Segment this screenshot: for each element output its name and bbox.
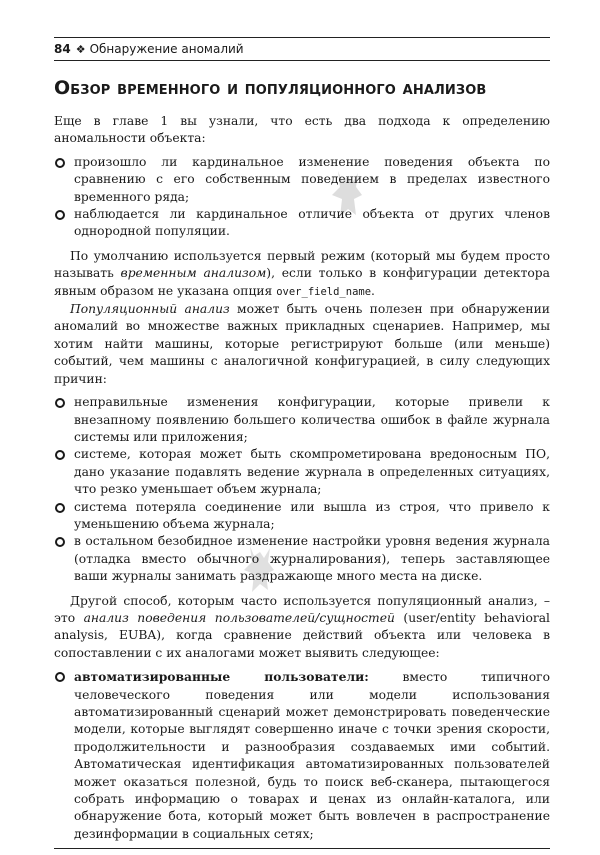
- list-item: неправильные изменения конфигурации, которые привели к внезапному появлению большего количества ошибок в файле журнала системы или приложения;: [54, 394, 550, 446]
- list-item: в остальном безобидное изменение настройки уровня ведения журнала (отладка вместо обычного журналирования), теперь заставляющее ваши журналы занимать раздражающе много места на диске.: [54, 533, 550, 585]
- approach-list: [54, 154, 550, 241]
- term-temporal-analysis: временным анализом: [120, 266, 267, 281]
- bullet-icon: [55, 450, 65, 460]
- chapter-title: Обнаружение аномалий: [89, 42, 244, 56]
- bullet-icon: [55, 398, 65, 408]
- term-euba: анализ поведения пользователей/сущностей: [83, 610, 395, 625]
- euba-list: [54, 668, 550, 843]
- term-automated-users: автоматизированные пользователи:: [74, 669, 369, 685]
- header-separator-icon: ❖: [75, 43, 86, 56]
- term-population-analysis: Популяционный анализ: [70, 302, 230, 317]
- bullet-icon: [55, 158, 65, 168]
- running-head: [54, 41, 244, 58]
- bullet-icon: [55, 210, 65, 220]
- reasons-list: [54, 394, 550, 585]
- population-analysis-paragraph: Популяционный анализ может быть очень полезен при обнаружении аномалий во множестве важных прикладных сценариев. Например, мы хотим найти машины, которые регистрируют больше (или меньше) событий, чем машины с аналогичной конфигурацией, в силу следующих причин:: [54, 302, 551, 386]
- list-item: произошло ли кардинальное изменение поведения объекта по сравнению с его собственным поведением в пределах известного временного ряда;: [54, 154, 550, 206]
- bullet-icon: [55, 503, 65, 513]
- bullet-icon: [55, 537, 65, 547]
- list-item: автоматизированные пользователи: вместо типичного человеческого поведения или модели использования автоматизированный сценарий может демонстрировать поведенческие модели, которые выглядят совершенно иначе с точки зрения скорости, продолжительности и разнообразия создаваемых ими событий. Автоматическая идентификация автоматизированных пользователей может оказаться полезной, будь то поиск веб-сканера, пытающегося собрать информацию о товарах и ценах из онлайн-каталога, или обнаружение бота, который может быть вовлечен в распространение дезинформации в социальных сетях;: [54, 668, 550, 843]
- option-over-field-name: over_field_name: [276, 285, 372, 298]
- list-item: системе, которая может быть скомпрометирована вредоносным ПО, дано указание подавлять ведение журнала в определенных ситуациях, что резко уменьшает объем журнала;: [54, 446, 550, 498]
- euba-paragraph: Другой способ, которым часто используется популяционный анализ, – это анализ поведения пользователей/сущностей (user/entity behavioral analysis, EUBA), когда сравнение действий объекта или человека в сопоставлении с их аналогами может выявить следующее:: [54, 593, 550, 660]
- footer-rule: [54, 848, 550, 849]
- list-item: наблюдается ли кардинальное отличие объекта от других членов однородной популяции.: [54, 206, 550, 241]
- default-mode-paragraph: По умолчанию используется первый режим (который мы будем просто называть временным анализом), если только в конфигурации детектора явным образом не указана опция over_field_name.: [54, 248, 550, 298]
- bullet-icon: [55, 672, 65, 682]
- body-text: [54, 113, 550, 850]
- header-bottom-rule: [54, 60, 550, 61]
- intro-paragraph: Еще в главе 1 вы узнали, что есть два подхода к определению аномальности объекта:: [54, 114, 550, 146]
- section-title: Обзор временного и популяционного анализов: [54, 77, 487, 99]
- header-top-rule: [54, 37, 550, 38]
- page-number: 84: [54, 42, 71, 56]
- list-item: система потеряла соединение или вышла из строя, что привело к уменьшению объема журнала;: [54, 499, 550, 534]
